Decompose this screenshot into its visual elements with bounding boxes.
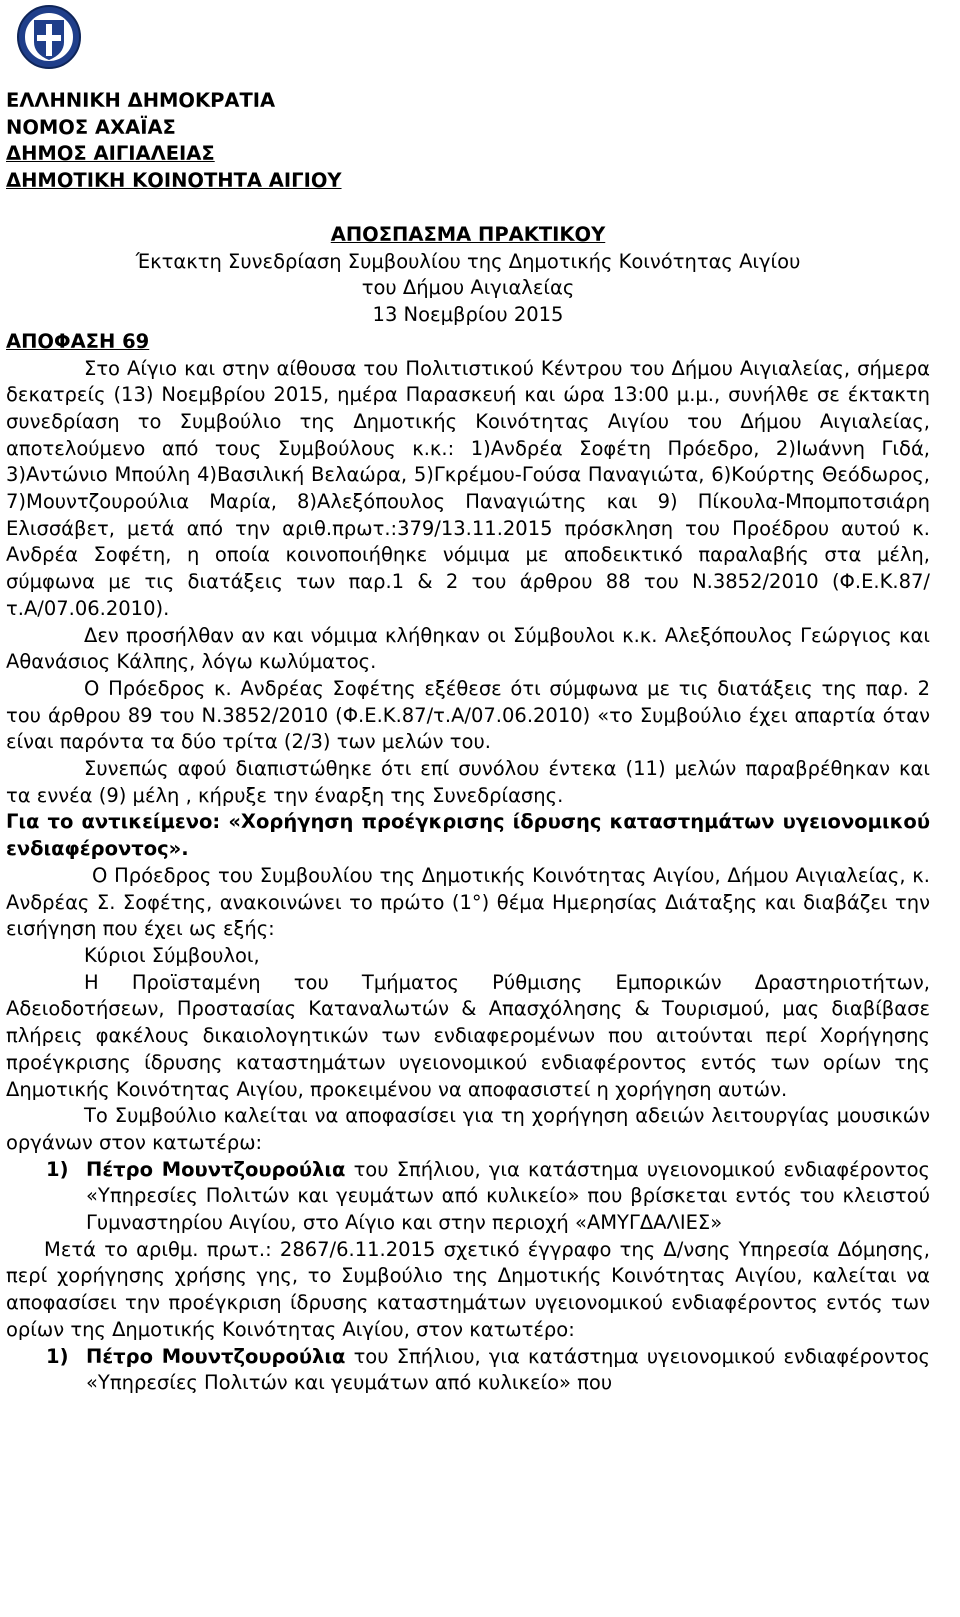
decision-number: ΑΠΟΦΑΣΗ 69 bbox=[6, 329, 150, 353]
session-line-1: Έκτακτη Συνεδρίαση Συμβουλίου της Δημοτικής Κοινότητας Αιγίου bbox=[135, 249, 801, 273]
subject-line: Για το αντικείμενο: «Χορήγηση προέγκρισης ίδρυσης καταστημάτων υγειονομικού ενδιαφέροντος». bbox=[6, 810, 930, 861]
paragraph-licence-request: Το Συμβούλιο καλείται να αποφασίσει για τη χορήγηση αδειών λειτουργίας μουσικών οργάνων στον κατωτέρω: bbox=[6, 1104, 930, 1154]
list-item-number: 1) bbox=[46, 1344, 69, 1368]
paragraph-announcement: Ο Πρόεδρος του Συμβουλίου της Δημοτικής Κοινότητας Αιγίου, Δήμου Αιγιαλείας, κ. Ανδρέας Σ. Σοφέτης, ανακοινώνει το πρώτο (1°) θέμα Ημερησίας Διάταξης και διαβάζει την εισήγηση που έχει ως εξής: bbox=[6, 863, 930, 941]
paragraph-absent: Δεν προσήλθαν αν και νόμιμα κλήθηκαν οι Σύμβουλοι κ.κ. Αλεξόπουλος Γεώργιος και Αθανάσιος Κάλπης, λόγω κωλύματος. bbox=[6, 623, 930, 674]
paragraph-quorum-found: Συνεπώς αφού διαπιστώθηκε ότι επί συνόλου έντεκα (11) μελών παραβρέθηκαν και τα εννέα (9) μέλη , κήρυξε την έναρξη της Συνεδρίασης. bbox=[6, 757, 930, 807]
list-item-number: 1) bbox=[46, 1157, 69, 1181]
header-line-community: ΔΗΜΟΤΙΚΗ ΚΟΙΝΟΤΗΤΑ ΑΙΓΙΟΥ bbox=[6, 169, 342, 193]
paragraph-quorum-rule: Ο Πρόεδρος κ. Ανδρέας Σοφέτης εξέθεσε ότι σύμφωνα με τις διατάξεις της παρ. 2 του άρθρου 89 του Ν.3852/2010 (Φ.Ε.Κ.87/τ.Α/07.06.2010) «το Συμβούλιο έχει απαρτία όταν είναι παρόντα τα δύο τρίτα (2/3) των μελών του. bbox=[6, 676, 930, 754]
issuer-header bbox=[6, 88, 342, 195]
greeting: Κύριοι Σύμβουλοι, bbox=[84, 943, 260, 967]
session-line-2: του Δήμου Αιγιαλείας bbox=[361, 276, 575, 300]
session-date: 13 Νοεμβρίου 2015 bbox=[372, 303, 564, 327]
document-title: ΑΠΟΣΠΑΣΜΑ ΠΡΑΚΤΙΚΟΥ bbox=[330, 223, 606, 246]
paragraph-attendance: Στο Αίγιο και στην αίθουσα του Πολιτιστικού Κέντρου του Δήμου Αιγιαλείας, σήμερα δεκατρείς (13) Νοεμβρίου 2015, ημέρα Παρασκευή και ώρα 13:00 μ.μ., συνήλθε σε έκτακτη συνεδρίαση το Συμβούλιο της Δημοτικής Κοινότητας Αιγίου του Δήμου Αιγιαλείας, αποτελούμενο από τους Συμβούλους κ.κ.: 1)Ανδρέα Σοφέτη Πρόεδρο, 2)Ιωάννη Γιδά, 3)Αντώνιο Μπούλη 4)Βασιλική Βελαώρα, 5)Γκρέμου-Γούσα Παναγιώτα, 6)Κούρτης Θεόδωρος, 7)Μουντζουρούλια Μαρία, 8)Αλεξόπουλος Παναγιώτης και 9) Πίκουλα-Μπομποτσιάρη Ελισσάβετ, μετά από την αριθ.πρωτ.:379/13.11.2015 πρόσκληση του Προέδρου αυτού κ. Ανδρέα Σοφέτη, η οποία κοινοποιήθηκε νόμιμα με αποδεικτικό παραλαβής στα μέλη, σύμφωνα με τις διατάξεις των παρ.1 & 2 του άρθρου 88 του Ν.3852/2010 (Φ.Ε.Κ.87/τ.Α/07.06.2010). bbox=[6, 356, 930, 620]
header-line-prefecture: ΝΟΜΟΣ ΑΧΑΪΑΣ bbox=[6, 115, 176, 139]
list-item-name: Πέτρο Μουντζουρούλια bbox=[86, 1344, 346, 1368]
header-line-municipality: ΔΗΜΟΣ ΑΙΓΙΑΛΕΙΑΣ bbox=[6, 142, 215, 166]
list-item-text: του Σπήλιου, για κατάστημα υγειονομικού ενδιαφέροντος «Υπηρεσίες Πολιτών και γευμάτων από κυλικείο» που βρίσκεται εντός του κλειστού Γυμναστηρίου Αιγίου, στο Αίγιο και στην περιοχή «ΑΜΥΓΔΑΛΙΕΣ» bbox=[86, 1157, 930, 1235]
list-item-name: Πέτρο Μουντζουρούλια bbox=[86, 1157, 346, 1181]
list-item-text: του Σπήλιου, για κατάστημα υγειονομικού ενδιαφέροντος «Υπηρεσίες Πολιτών και γευμάτων από κυλικείο» που bbox=[86, 1344, 930, 1395]
header-line-republic: ΕΛΛΗΝΙΚΗ ΔΗΜΟΚΡΑΤΙΑ bbox=[6, 89, 276, 112]
greek-coat-of-arms-icon bbox=[16, 4, 82, 70]
document-body bbox=[6, 222, 930, 1397]
list-item bbox=[6, 1344, 930, 1397]
list-item bbox=[6, 1157, 930, 1237]
paragraph-referral: Η Προϊσταμένη του Τμήματος Ρύθμισης Εμπορικών Δραστηριοτήτων, Αδειοδοτήσεων, Προστασίας Καταναλωτών & Απασχόλησης & Τουρισμού, μας διαβίβασε πλήρεις φακέλους δικαιολογητικών των ενδιαφερομένων που αιτούνται περί Χορήγησης προέγκρισης ίδρυσης καταστημάτων υγειονομικού ενδιαφέροντος εντός των ορίων της Δημοτικής Κοινότητας Αιγίου, προκειμένου να αποφασιστεί η χορήγηση αυτών. bbox=[6, 970, 930, 1101]
paragraph-land-use: Μετά το αριθμ. πρωτ.: 2867/6.11.2015 σχετικό έγγραφο της Δ/νσης Υπηρεσία Δόμησης, περί χορήγησης χρήσης γης, το Συμβούλιο της Δημοτικής Κοινότητας Αιγίου, καλείται να αποφασίσει την προέγκριση ίδρυσης καταστημάτων υγειονομικού ενδιαφέροντος εντός των ορίων της Δημοτικής Κοινότητας Αιγίου, στον κατωτέρο: bbox=[6, 1237, 930, 1341]
